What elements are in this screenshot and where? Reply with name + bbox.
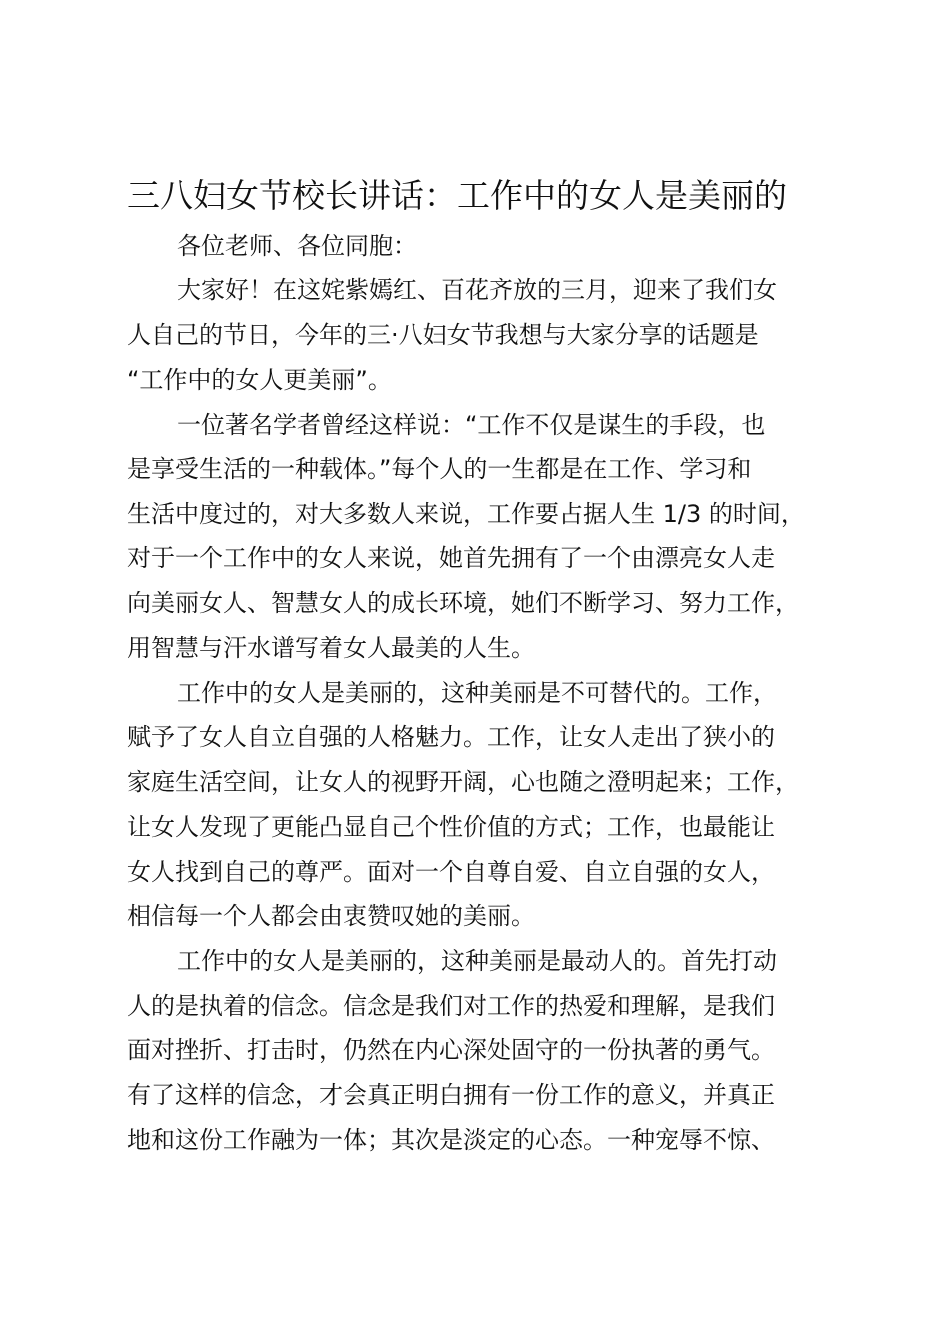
paragraph-line: 是享受生活的一种载体。”每个人的一生都是在工作、学习和 (127, 455, 752, 483)
paragraph-line: 大家好！在这姹紫嫣红、百花齐放的三月，迎来了我们女 (177, 276, 777, 304)
paragraph-line: 让女人发现了更能凸显自己个性价值的方式；工作，也最能让 (127, 813, 775, 841)
paragraph-line: 工作中的女人是美丽的，这种美丽是不可替代的。工作， (177, 679, 777, 707)
paragraph-line: 相信每一个人都会由衷赞叹她的美丽。 (127, 902, 535, 930)
salutation-line: 各位老师、各位同胞： (177, 232, 417, 260)
paragraph-line: 人的是执着的信念。信念是我们对工作的热爱和理解，是我们 (127, 992, 775, 1020)
paragraph-line: 有了这样的信念，才会真正明白拥有一份工作的意义，并真正 (127, 1081, 775, 1109)
paragraph-line: 用智慧与汗水谱写着女人最美的人生。 (127, 634, 535, 662)
paragraph-line: 工作中的女人是美丽的，这种美丽是最动人的。首先打动 (177, 947, 777, 975)
paragraph-line: 面对挫折、打击时，仍然在内心深处固守的一份执著的勇气。 (127, 1036, 775, 1064)
paragraph-line: 向美丽女人、智慧女人的成长环境，她们不断学习、努力工作， (127, 589, 799, 617)
paragraph-line: 家庭生活空间，让女人的视野开阔，心也随之澄明起来；工作， (127, 768, 799, 796)
paragraph-line: 对于一个工作中的女人来说，她首先拥有了一个由漂亮女人走 (127, 544, 775, 572)
paragraph-line: 一位著名学者曾经这样说：“工作不仅是谋生的手段，也 (177, 411, 766, 439)
paragraph-line: “工作中的女人更美丽”。 (127, 366, 392, 394)
paragraph-line: 地和这份工作融为一体；其次是淡定的心态。一种宠辱不惊、 (127, 1126, 775, 1154)
paragraph-line: 生活中度过的，对大多数人来说，工作要占据人生 1/3 的时间， (127, 500, 805, 528)
document-title: 三八妇女节校长讲话：工作中的女人是美丽的 (127, 176, 787, 215)
paragraph-line: 人自己的节日，今年的三·八妇女节我想与大家分享的话题是 (127, 321, 759, 349)
paragraph-line: 女人找到自己的尊严。面对一个自尊自爱、自立自强的女人， (127, 858, 775, 886)
paragraph-line: 赋予了女人自立自强的人格魅力。工作，让女人走出了狭小的 (127, 723, 775, 751)
